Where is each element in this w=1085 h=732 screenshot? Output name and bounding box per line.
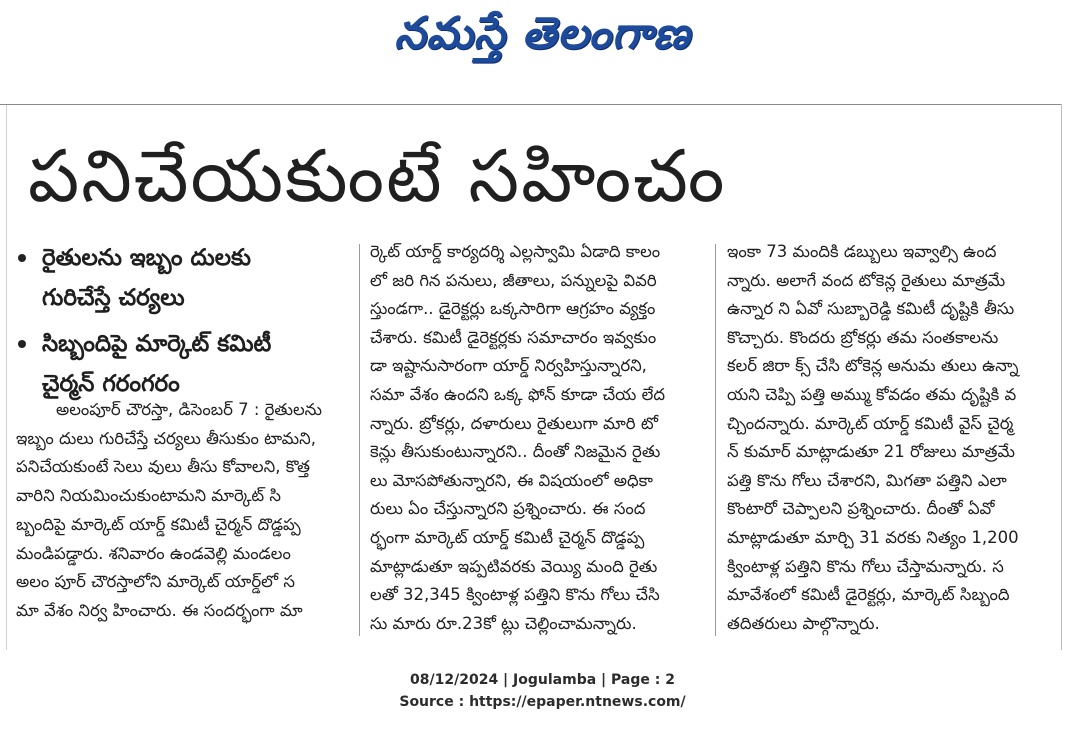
text-line: ఇబ్బం దులు గురిచేస్తే చర్యలు తీసుకుం టామని, [16,428,316,448]
article-column-2 [370,238,700,638]
text-line: వారిని నియమించుకుంటామని మార్కెట్ సి [16,486,281,506]
text-line: మండిపడ్డారు. శనివారం ఉండవెల్లి మండలం [16,543,291,563]
bullet-text: రైతులను ఇబ్బం దులకు గురిచేస్తే చర్యలు [42,245,252,311]
subheadline-bullet [16,238,346,318]
text-line: స్తుండగా.. డైరెక్టర్లు ఒక్కసారిగా ఆగ్రహం వ్యక్తం [370,299,656,319]
clipping-left-edge [6,104,7,650]
bullet-dot-icon [18,340,26,348]
text-line: పత్తి కొను గోలు చేశారని, మిగతా పత్తిని ఎలా [727,470,1007,490]
text-line: మాట్లాడుతూ మార్చి 31 వరకు నిత్యం 1,200 [727,527,1019,547]
text-line: కొంటారో చెప్పాలని ప్రశ్నించారు. దీంతో ఏవో [727,499,995,519]
text-line: లో జరి గిన పనులు, జీతాలు, పన్నులపై వివరి [370,270,657,290]
column-divider [359,244,360,636]
text-line: రులు ఏం చేస్తున్నారని ప్రశ్నించారు. ఈ సంద [370,499,646,519]
text-line: మాట్లాడుతూ ఇప్పటివరకు వెయ్యి మంది రైతు [370,556,658,576]
text-line: కెన్లు తీసుకుంటున్నారని.. దీంతో నిజమైన రైతు [370,442,661,462]
bullet-text: సిబ్బందిపై మార్కెట్ కమిటీ చైర్మన్ గరంగరం [42,331,272,397]
column-divider [715,244,716,636]
clipping-right-edge [1061,104,1062,650]
text-line: బ్బందిపై మార్కెట్ యార్డ్ కమిటీ చైర్మన్ దొడ్డప్ప [16,514,301,534]
edition-info: 08/12/2024 | Jogulamba | Page : 2 [410,672,675,688]
source-link[interactable]: Source : https://epaper.ntnews.com/ [399,694,686,710]
text-line: మావేశంలో కమిటీ డైరెక్టర్లు, మార్కెట్ సిబ్బంది [727,585,1010,605]
text-line: తదితరులు పాల్గొన్నారు. [727,613,880,633]
text-line: యని చెప్పి పత్తి అమ్ము కోవడం తమ దృష్టికి వ [727,384,1017,404]
text-line: ర్కెట్ యార్డ్ కార్యదర్శి ఎల్లస్వామి ఏడాది కాలం [370,242,661,261]
text-line: లు మోసపోతున్నారని, ఈ విషయంలో అధికా [370,470,653,490]
clipping-top-rule [0,104,1062,105]
article-headline: పనిచేయకుంటే సహించం [28,134,727,218]
text-line: అలంపూర్ చౌరస్తా, డిసెంబర్ 7 : రైతులను [56,400,322,419]
text-line: ఉన్నార ని ఏవో సుబ్బారెడ్డి కమిటీ దృష్టికి తీసు [727,299,1015,319]
article-column-1 [16,396,348,626]
text-line: న్నారు. అలాగే వంద టోకెన్ల రైతులు మాత్రమే [727,270,1006,290]
text-line: ఇంకా 73 మందికి డబ్బులు ఇవ్వాల్సి ఉంద [727,242,997,261]
text-line: లతో 32,345 క్వింటాళ్ల పత్తిని కొను గోలు చేసి [370,585,660,605]
newspaper-logo: నమస్తే తెలంగాణ [394,8,691,59]
bullet-dot-icon [18,254,26,262]
text-line: అలం పూర్ చౌరస్తాలోని మార్కెట్ యార్డ్‌లో స [16,572,295,592]
subheadline-bullet [16,324,346,404]
text-line: న్ కుమార్ మాట్లాడుతూ 21 రోజులు మాత్రమే [727,442,1015,462]
text-line: చ్చిందన్నారు. మార్కెట్ యార్డ్ కమిటీ వైస్ చైర్మ [727,413,1014,433]
text-line: క్వింటాళ్ల పత్తిని కొను గోలు చేస్తామన్నారు. స [727,556,1004,576]
text-line: కలర్ జిరా క్స్ చేసి టోకెన్ల అనుమ తులు ఉన్నా [727,356,1019,376]
text-line: సమా వేశం ఉందని ఒక్క ఫోన్ కూడా చేయ లేద [370,384,665,404]
text-line: పనిచేయకుంటే సెలు వులు తీసు కోవాలని, కొత్త [16,457,311,477]
text-line: న్నారు. బ్రోకర్లు, దళారులు రైతులుగా మారి టో [370,413,658,433]
text-line: ర్భంగా మార్కెట్ యార్డ్ కమిటీ చైర్మన్ దొడ్డప్ప [370,527,645,547]
text-line: సు మారు రూ.23కో ట్లు చెల్లించామన్నారు. [370,613,637,633]
masthead [0,0,1085,78]
article-column-3 [727,238,1055,638]
text-line: డా ఇష్టానుసారంగా యార్డ్ నిర్వహిస్తున్నారని, [370,356,647,376]
subheadline-bullets [16,238,346,410]
text-line: మా వేశం నిర్వ హించారు. ఈ సందర్భంగా మా [16,600,303,620]
text-line: కొచ్చారు. కొందరు బ్రోకర్లు తమ సంతకాలను [727,327,999,347]
text-line: చేశారు. కమిటీ డైరెక్టర్లకు సమాచారం ఇవ్వకుం [370,327,657,347]
